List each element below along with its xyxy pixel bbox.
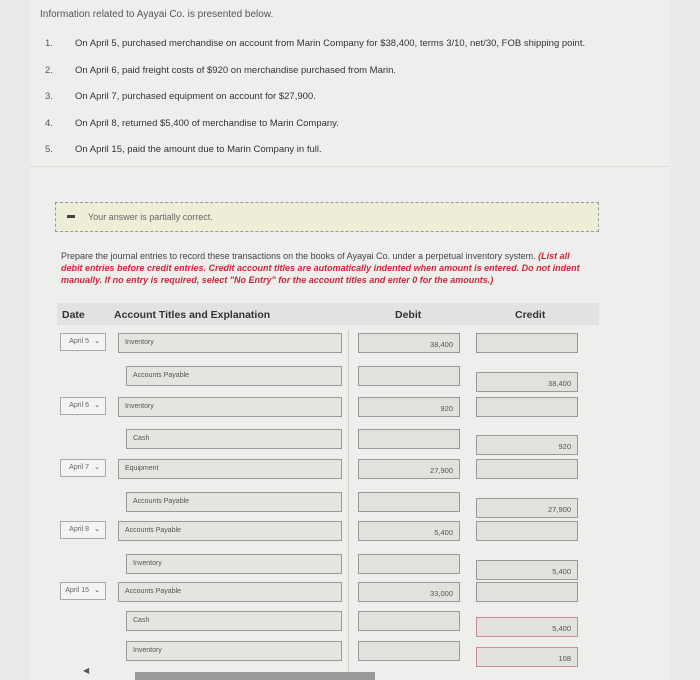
debit-input[interactable] bbox=[358, 366, 460, 386]
item-number: 1. bbox=[45, 38, 53, 49]
item-text: On April 15, paid the amount due to Marin Company in full. bbox=[75, 144, 322, 155]
date-value: April 7 bbox=[69, 464, 89, 471]
credit-input[interactable] bbox=[476, 333, 578, 353]
chevron-down-icon: ⌄ bbox=[94, 402, 100, 409]
date-value: April 15 bbox=[65, 587, 89, 594]
credit-value: 38,400 bbox=[548, 379, 571, 388]
debit-value: 27,900 bbox=[430, 466, 453, 475]
debit-value: 5,400 bbox=[434, 528, 453, 537]
account-title-input[interactable] bbox=[118, 582, 342, 602]
credit-input[interactable] bbox=[476, 560, 578, 580]
divider bbox=[30, 166, 670, 167]
journal-row bbox=[0, 492, 700, 514]
account-title-input[interactable] bbox=[126, 611, 342, 631]
account-title-input[interactable] bbox=[118, 521, 342, 541]
credit-input[interactable] bbox=[476, 617, 578, 637]
instructions-main: Prepare the journal entries to record these transactions on the books of Ayayai Co. under a perpetual inventory system. bbox=[61, 251, 539, 261]
credit-input[interactable] bbox=[476, 435, 578, 455]
journal-row bbox=[0, 521, 700, 543]
date-select[interactable] bbox=[60, 333, 106, 351]
horizontal-scrollbar[interactable] bbox=[135, 672, 375, 680]
account-title-value: Accounts Payable bbox=[133, 372, 190, 379]
journal-row bbox=[0, 554, 700, 576]
journal-row bbox=[0, 397, 700, 419]
account-title-value: Inventory bbox=[133, 647, 162, 654]
header-date: Date bbox=[62, 309, 85, 321]
account-title-value: Cash bbox=[133, 435, 150, 442]
item-text: On April 6, paid freight costs of $920 on merchandise purchased from Marin. bbox=[75, 64, 397, 76]
credit-input[interactable] bbox=[476, 372, 578, 392]
debit-value: 38,400 bbox=[430, 340, 453, 349]
date-value: April 6 bbox=[69, 402, 89, 409]
item-text: On April 7, purchased equipment on account for $27,900. bbox=[75, 91, 316, 102]
chevron-down-icon: ⌄ bbox=[94, 587, 100, 594]
debit-value: 33,000 bbox=[430, 589, 453, 598]
date-select[interactable] bbox=[60, 397, 106, 415]
account-title-input[interactable] bbox=[126, 641, 342, 661]
item-number: 4. bbox=[45, 117, 53, 129]
item-text: On April 5, purchased merchandise on account from Marin Company for $38,400, terms 3/10, net/30, FOB shipping point. bbox=[75, 38, 586, 49]
item-number: 3. bbox=[45, 91, 53, 102]
credit-input[interactable] bbox=[476, 459, 578, 479]
account-title-value: Equipment bbox=[125, 465, 159, 472]
chevron-down-icon: ⌄ bbox=[94, 338, 100, 345]
date-value: April 8 bbox=[69, 526, 89, 533]
table-header bbox=[57, 303, 599, 325]
credit-input[interactable] bbox=[476, 397, 578, 417]
debit-input[interactable] bbox=[358, 582, 460, 602]
account-title-value: Cash bbox=[133, 617, 150, 624]
date-value: April 5 bbox=[69, 338, 89, 345]
account-title-value: Accounts Payable bbox=[125, 527, 182, 534]
date-select[interactable] bbox=[60, 521, 106, 539]
intro-text: Information related to Ayayai Co. is presented below. bbox=[40, 9, 274, 20]
credit-input[interactable] bbox=[476, 647, 578, 667]
account-title-input[interactable] bbox=[126, 554, 342, 574]
credit-value: 920 bbox=[558, 442, 571, 451]
debit-input[interactable] bbox=[358, 333, 460, 353]
header-credit: Credit bbox=[515, 309, 546, 321]
item-number: 5. bbox=[45, 144, 53, 155]
credit-value: 5,400 bbox=[552, 567, 571, 576]
debit-value: 920 bbox=[440, 404, 453, 413]
account-title-value: Accounts Payable bbox=[133, 498, 190, 505]
debit-input[interactable] bbox=[358, 492, 460, 512]
header-account: Account Titles and Explanation bbox=[114, 309, 271, 321]
account-title-value: Accounts Payable bbox=[125, 588, 182, 595]
account-title-value: Inventory bbox=[133, 560, 162, 567]
debit-input[interactable] bbox=[358, 459, 460, 479]
journal-row bbox=[0, 429, 700, 451]
account-title-input[interactable] bbox=[126, 492, 342, 512]
account-title-input[interactable] bbox=[118, 397, 342, 417]
credit-value: 108 bbox=[558, 654, 571, 663]
account-title-value: Inventory bbox=[125, 403, 154, 410]
chevron-down-icon: ⌄ bbox=[94, 526, 100, 533]
journal-row bbox=[0, 333, 700, 355]
credit-value: 27,900 bbox=[548, 505, 571, 514]
debit-input[interactable] bbox=[358, 429, 460, 449]
credit-value: 5,400 bbox=[552, 624, 571, 633]
journal-row bbox=[0, 459, 700, 481]
instructions-note: (List all debit entries before credit entries. Credit account titles are automatically indented when amount is entered. Do not indent manually. If no entry is required, select "No Entry" for the account titles and enter 0 for the amounts.) bbox=[61, 251, 580, 285]
feedback-message: Your answer is partially correct. bbox=[88, 212, 213, 222]
caret-left-icon[interactable]: ◀ bbox=[83, 666, 90, 675]
journal-row bbox=[0, 366, 700, 388]
date-select[interactable] bbox=[60, 459, 106, 477]
account-title-input[interactable] bbox=[118, 459, 342, 479]
account-title-input[interactable] bbox=[126, 429, 342, 449]
credit-input[interactable] bbox=[476, 521, 578, 541]
journal-row bbox=[0, 641, 700, 663]
debit-input[interactable] bbox=[358, 641, 460, 661]
date-select[interactable] bbox=[60, 582, 106, 600]
chevron-down-icon: ⌄ bbox=[94, 464, 100, 471]
debit-input[interactable] bbox=[358, 521, 460, 541]
journal-row bbox=[0, 611, 700, 633]
account-title-value: Inventory bbox=[125, 339, 154, 346]
header-debit: Debit bbox=[395, 309, 422, 321]
credit-input[interactable] bbox=[476, 498, 578, 518]
instructions bbox=[61, 250, 591, 286]
debit-input[interactable] bbox=[358, 611, 460, 631]
partial-correct-icon bbox=[67, 215, 75, 218]
account-title-input[interactable] bbox=[118, 333, 342, 353]
debit-input[interactable] bbox=[358, 554, 460, 574]
credit-input[interactable] bbox=[476, 582, 578, 602]
item-number: 2. bbox=[45, 64, 53, 76]
journal-row bbox=[0, 582, 700, 604]
account-title-input[interactable] bbox=[126, 366, 342, 386]
debit-input[interactable] bbox=[358, 397, 460, 417]
item-text: On April 8, returned $5,400 of merchandise to Marin Company. bbox=[75, 117, 339, 129]
feedback-banner bbox=[55, 202, 599, 232]
